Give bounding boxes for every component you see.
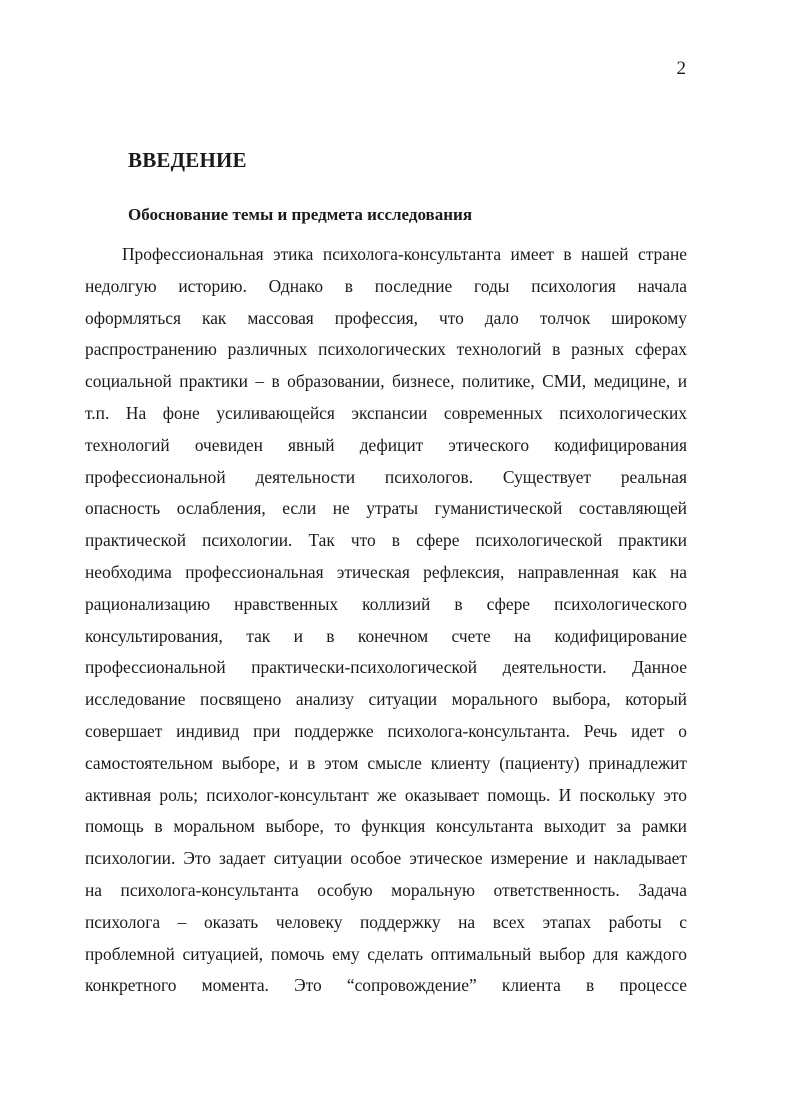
text-line: недолгую историю. Однако в последние годы психология начала (85, 275, 687, 296)
text-line: совершает индивид при поддержке психолога-консультанта. Речь идет о (85, 720, 687, 741)
text-line: технологий очевиден явный дефицит этического кодифицирования (85, 434, 687, 455)
text-line: т.п. На фоне усиливающейся экспансии современных психологических (85, 402, 687, 423)
text-line: психологии. Это задает ситуации особое этическое измерение и накладывает (85, 848, 687, 869)
text-line: консультирования, так и в конечном счете на кодифицирование (85, 625, 687, 646)
section-subheading: Обоснование темы и предмета исследования (128, 205, 473, 224)
text-line: психолога – оказать человеку поддержку на всех этапах работы с (85, 911, 687, 932)
text-line: распространению различных психологических технологий в разных сферах (85, 339, 687, 360)
section-heading: ВВЕДЕНИЕ (128, 148, 247, 172)
text-line: самостоятельном выборе, и в этом смысле клиенту (пациенту) принадлежит (85, 752, 687, 773)
text-line: на психолога-консультанта особую моральную ответственность. Задача (85, 879, 687, 900)
page-number: 2 (676, 58, 686, 79)
text-line: необходима профессиональная этическая рефлексия, направленная как на (85, 561, 687, 582)
text-line: социальной практики – в образовании, бизнесе, политике, СМИ, медицине, и (85, 371, 687, 392)
text-line: конкретного момента. Это “сопровождение” клиента в процессе (85, 975, 687, 996)
text-line: рационализацию нравственных коллизий в сфере психологического (85, 593, 687, 614)
text-line: активная роль; психолог-консультант же оказывает помощь. И поскольку это (85, 784, 687, 805)
text-line: опасность ослабления, если не утраты гуманистической составляющей (85, 498, 687, 519)
text-line: профессиональной деятельности психологов. Существует реальная (85, 466, 687, 487)
text-line: помощь в моральном выборе, то функция консультанта выходит за рамки (85, 816, 687, 837)
text-line: проблемной ситуацией, помочь ему сделать оптимальный выбор для каждого (85, 943, 687, 964)
body-paragraph (85, 239, 687, 1002)
text-line: практической психологии. Так что в сфере психологической практики (85, 530, 687, 551)
text-line: профессиональной практически-психологической деятельности. Данное (85, 657, 687, 678)
text-line: оформляться как массовая профессия, что дало толчок широкому (85, 307, 687, 328)
text-line: исследование посвящено анализу ситуации морального выбора, который (85, 689, 687, 710)
text-line: Профессиональная этика психолога-консультанта имеет в нашей стране (122, 244, 687, 264)
